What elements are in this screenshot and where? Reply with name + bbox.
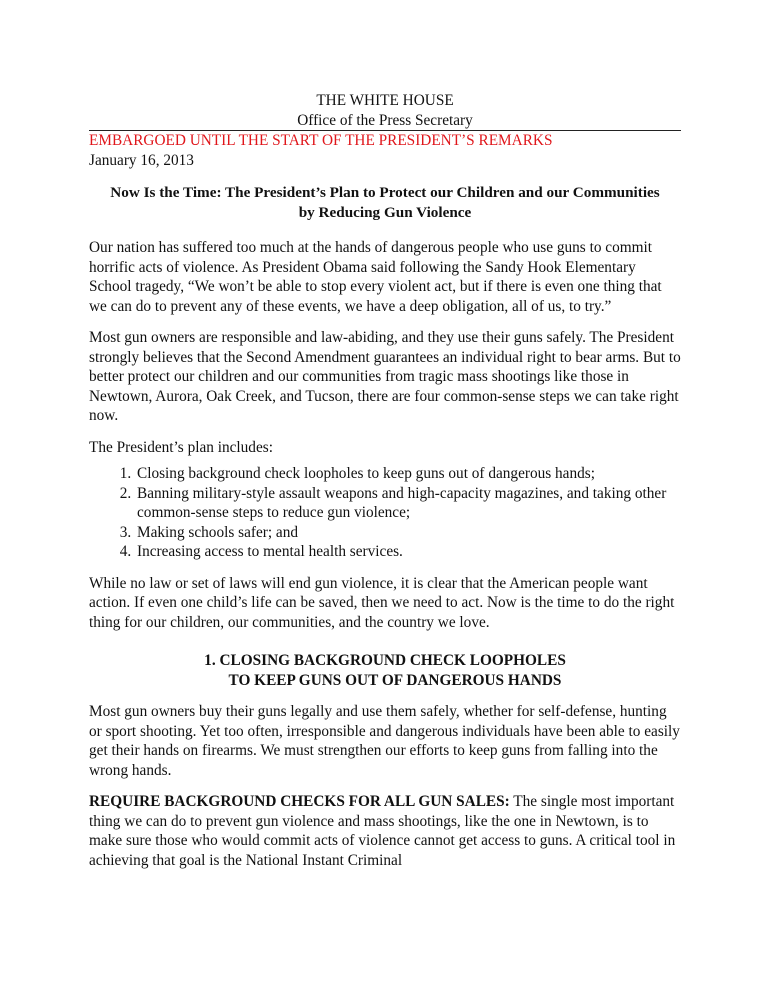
list-item: 4. Increasing access to mental health services. bbox=[135, 542, 681, 562]
plan-intro: The President’s plan includes: bbox=[89, 438, 273, 456]
background-checks-lead: REQUIRE BACKGROUND CHECKS FOR ALL GUN SALES: bbox=[89, 793, 510, 810]
intro-paragraph: Our nation has suffered too much at the hands of dangerous people who use guns to commit horrific acts of violence. As President Obama said following the Sandy Hook Elementary School tragedy, “We won’t be able to stop every violent act, but if there is even one thing that we can do to prevent any of these events, we have a deep obligation, all of us, to try.” bbox=[89, 239, 662, 315]
release-date: January 16, 2013 bbox=[89, 151, 194, 169]
section-heading-line-1: 1. CLOSING BACKGROUND CHECK LOOPHOLES bbox=[204, 652, 566, 669]
section-heading-line-2: TO KEEP GUNS OUT OF DANGEROUS HANDS bbox=[228, 671, 562, 689]
background-checks-body: The single most important thing we can do to prevent gun violence and mass shootings, like the one in Newtown, is to make sure those who would commit acts of violence cannot get access to guns. A critical tool in achieving that goal is the National Instant Criminal bbox=[89, 793, 676, 869]
legal-guns-paragraph: Most gun owners buy their guns legally and use them safely, whether for self-defense, hunting or sport shooting. Yet too often, irresponsible and dangerous individuals have been able to easily get their hands on firearms. We must strengthen our efforts to keep guns from falling into the wrong hands. bbox=[89, 703, 680, 779]
title-line-1: Now Is the Time: The President’s Plan to Protect our Children and our Communities bbox=[110, 184, 660, 201]
section-heading bbox=[89, 651, 681, 690]
action-paragraph: While no law or set of laws will end gun violence, it is clear that the American people want action. If even one child’s life can be saved, then we need to act. Now is the time to do the right thing for our children, our communities, and the country we love. bbox=[89, 574, 675, 631]
list-item: 3. Making schools safer; and bbox=[135, 523, 681, 543]
document-title bbox=[89, 183, 681, 222]
list-item: 2. Banning military-style assault weapons and high-capacity magazines, and taking other common-sense steps to reduce gun violence; bbox=[135, 484, 681, 523]
background-checks-paragraph bbox=[89, 792, 681, 870]
embargo-notice: EMBARGOED UNTIL THE START OF THE PRESIDENT’S REMARKS bbox=[89, 132, 553, 149]
gun-owners-paragraph: Most gun owners are responsible and law-abiding, and they use their guns safely. The President strongly believes that the Second Amendment guarantees an individual right to bear arms. But to better protect our children and our communities from tragic mass shootings like those in Newtown, Aurora, Oak Creek, and Tucson, there are four common-sense steps we can take right now. bbox=[89, 329, 681, 424]
title-line-2: by Reducing Gun Violence bbox=[298, 203, 472, 221]
list-item: 1. Closing background check loopholes to keep guns out of dangerous hands; bbox=[135, 464, 681, 484]
document-body bbox=[89, 91, 681, 870]
org-name: THE WHITE HOUSE bbox=[316, 92, 454, 109]
press-office: Office of the Press Secretary bbox=[89, 111, 681, 132]
plan-list bbox=[89, 464, 681, 562]
